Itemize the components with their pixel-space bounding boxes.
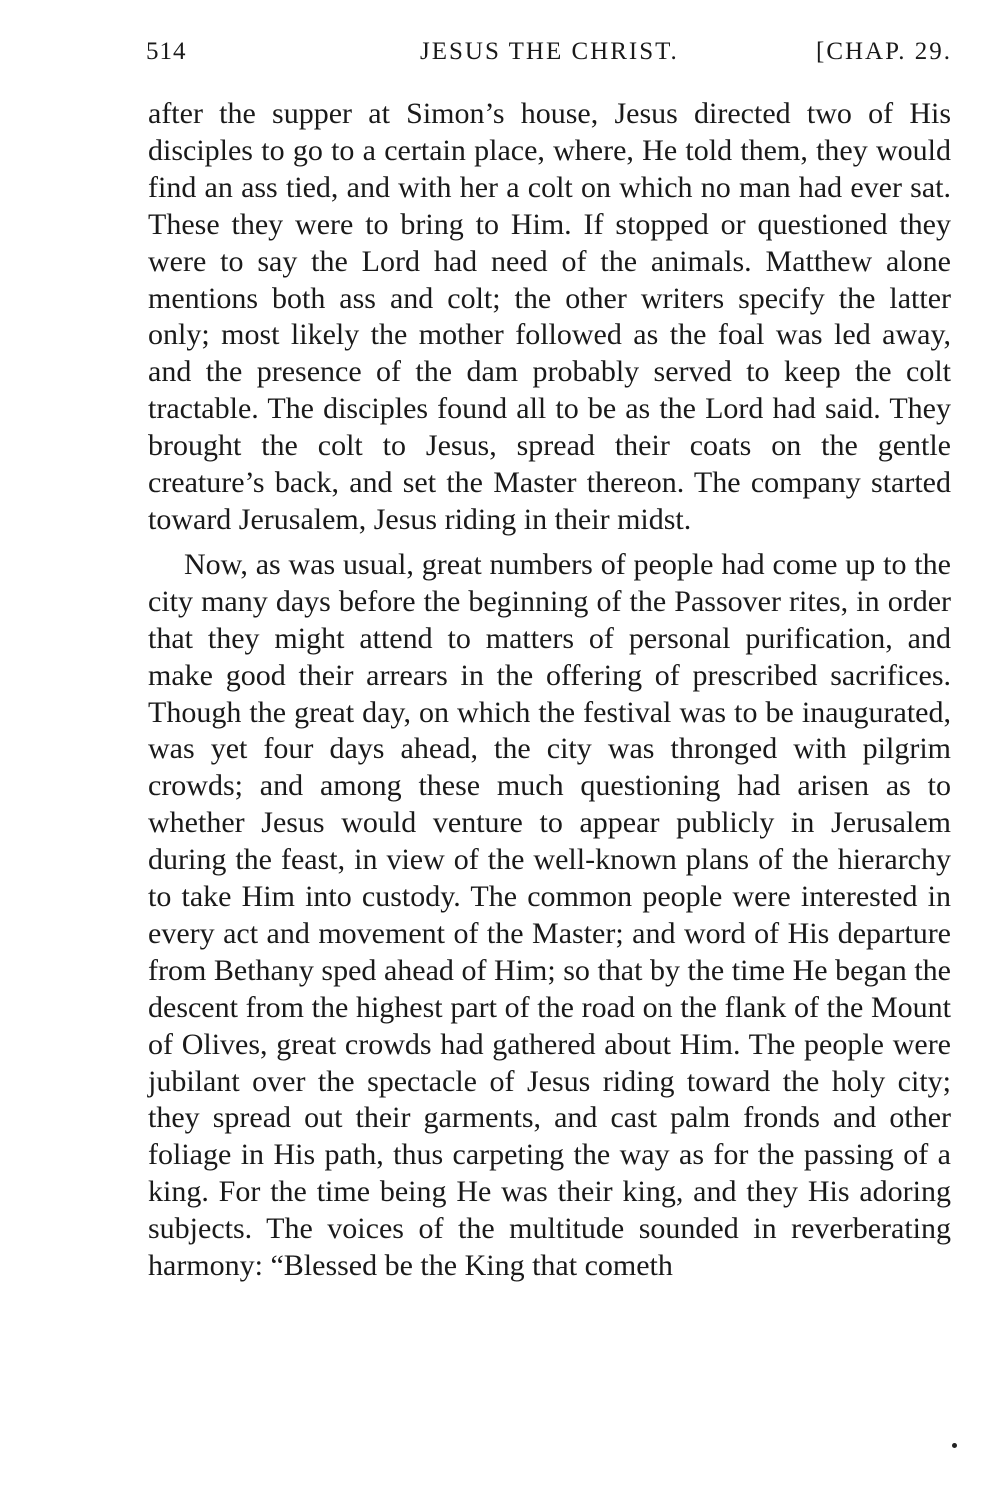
paragraph-2: Now, as was usual, great numbers of people had come up to the city many days before the beginning of the Passover rites, in order that they might attend to matters of personal purification, and make good their arrears in the offering of prescribed sacrifices. Though the great day, on which the festival was to be inaugurated, was yet four days ahead, the city was thronged with pilgrim crowds; and among these much questioning had arisen as to whether Jesus would venture to appear publicly in Jerusalem during the feast, in view of the well-known plans of the hierarchy to take Him into custody. The common people were interested in every act and movement of the Master; and word of His departure from Bethany sped ahead of Him; so that by the time He began the descent from the highest part of the road on the flank of the Mount of Olives, great crowds had gathered about Him. The people were jubilant over the spectacle of Jesus riding toward the holy city; they spread out their garments, and cast palm fronds and other foliage in His path, thus carpeting the way as for the passing of a king. For the time being He was their king, and they His adoring subjects. The voices of the multitude sounded in reverberating harmony: “Blessed be the King that cometh <box>148 547 951 1283</box>
running-title: JESUS THE CHRIST. <box>420 38 679 65</box>
page-number: 514 <box>146 38 187 65</box>
chapter-label: [CHAP. 29. <box>816 38 952 65</box>
paragraph-1: after the supper at Simon’s house, Jesus directed two of His disciples to go to a certain place, where, He told them, they would find an ass tied, and with her a colt on which no man had ever sat. These they were to bring to Him. If stopped or questioned they were to say the Lord had need of the animals. Matthew alone mentions both ass and colt; the other writers specify the latter only; most likely the mother followed as the foal was led away, and the presence of the dam probably served to keep the colt tractable. The disciples found all to be as the Lord had said. They brought the colt to Jesus, spread their coats on the gentle creature’s back, and set the Master thereon. The company started toward Jerusalem, Jesus riding in their midst. <box>148 97 951 536</box>
body-text <box>148 96 951 1285</box>
print-speck <box>952 1443 957 1448</box>
page-header <box>146 38 952 74</box>
